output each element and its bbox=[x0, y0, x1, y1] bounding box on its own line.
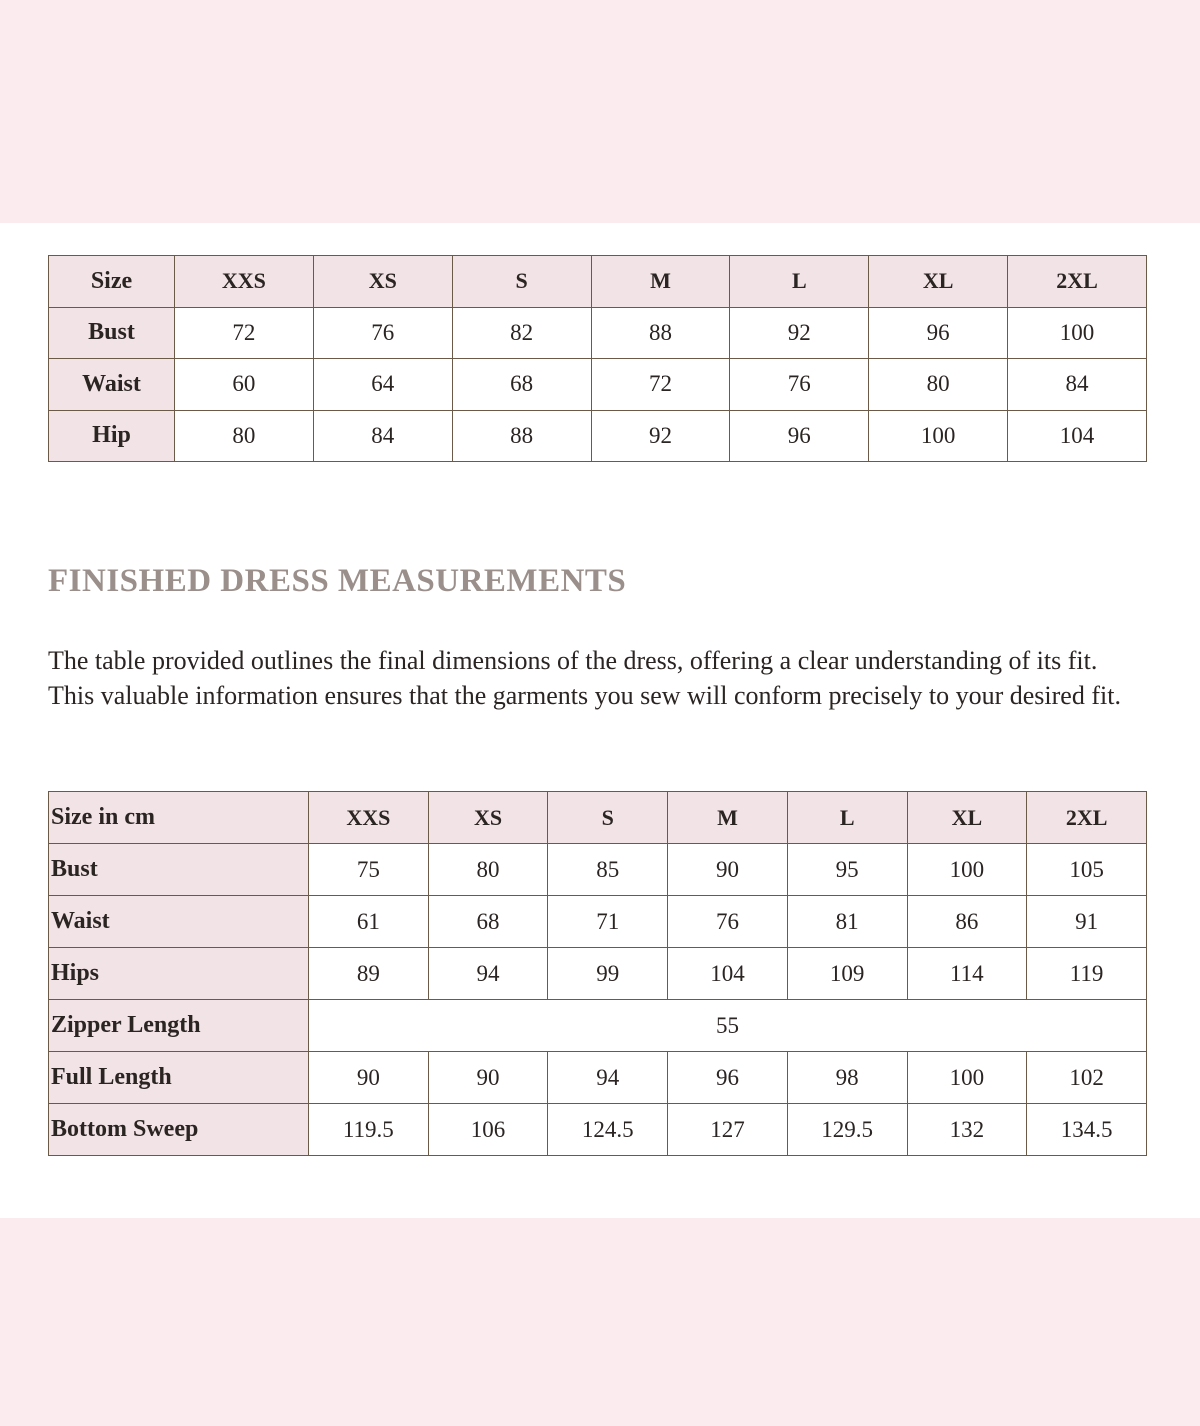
table-cell: 86 bbox=[907, 896, 1027, 948]
size-column-header: XXS bbox=[309, 792, 429, 844]
size-column-header: XL bbox=[907, 792, 1027, 844]
table-cell: 91 bbox=[1027, 896, 1147, 948]
table-cell: 76 bbox=[313, 307, 452, 359]
table-cell: 60 bbox=[175, 359, 314, 411]
table-cell: 100 bbox=[1008, 307, 1147, 359]
table-cell: 95 bbox=[787, 844, 907, 896]
table-cell: 127 bbox=[668, 1104, 788, 1156]
table-row bbox=[49, 307, 1147, 359]
top-background-band bbox=[0, 0, 1200, 223]
table-cell: 119 bbox=[1027, 948, 1147, 1000]
table-cell: 81 bbox=[787, 896, 907, 948]
body-measurements-table bbox=[48, 255, 1147, 462]
table-cell: 100 bbox=[907, 1052, 1027, 1104]
row-label: Hips bbox=[49, 948, 309, 1000]
table-cell: 88 bbox=[591, 307, 730, 359]
table-cell: 106 bbox=[428, 1104, 548, 1156]
row-label: Full Length bbox=[49, 1052, 309, 1104]
size-column-header: S bbox=[452, 256, 591, 308]
table-cell: 92 bbox=[730, 307, 869, 359]
table-cell: 96 bbox=[869, 307, 1008, 359]
table-row bbox=[49, 410, 1147, 462]
finished-dress-measurements-table bbox=[48, 791, 1147, 1156]
table-cell: 104 bbox=[1008, 410, 1147, 462]
size-column-header: 2XL bbox=[1008, 256, 1147, 308]
section-title: FINISHED DRESS MEASUREMENTS bbox=[48, 563, 627, 599]
table-row bbox=[49, 896, 1147, 948]
table-cell: 96 bbox=[730, 410, 869, 462]
table-cell: 124.5 bbox=[548, 1104, 668, 1156]
table-row bbox=[49, 1104, 1147, 1156]
row-label: Bust bbox=[49, 844, 309, 896]
size-header-cell: Size bbox=[49, 256, 175, 308]
table-row bbox=[49, 1000, 1147, 1052]
table-cell: 104 bbox=[668, 948, 788, 1000]
table-cell: 102 bbox=[1027, 1052, 1147, 1104]
table-cell: 90 bbox=[309, 1052, 429, 1104]
table-cell: 76 bbox=[730, 359, 869, 411]
table-cell-merged: 55 bbox=[309, 1000, 1147, 1052]
table-cell: 99 bbox=[548, 948, 668, 1000]
row-label: Waist bbox=[49, 896, 309, 948]
table-cell: 89 bbox=[309, 948, 429, 1000]
table-cell: 105 bbox=[1027, 844, 1147, 896]
table-cell: 114 bbox=[907, 948, 1027, 1000]
table-cell: 80 bbox=[869, 359, 1008, 411]
row-label: Hip bbox=[49, 410, 175, 462]
table-cell: 92 bbox=[591, 410, 730, 462]
size-column-header: 2XL bbox=[1027, 792, 1147, 844]
intro-paragraph: The table provided outlines the final dimensions of the dress, offering a clear understanding of its fit. This valuable information ensures that the garments you sew will conform precisely to your desired fit. bbox=[48, 646, 1121, 710]
table-cell: 76 bbox=[668, 896, 788, 948]
table-cell: 96 bbox=[668, 1052, 788, 1104]
table-cell: 94 bbox=[548, 1052, 668, 1104]
row-label: Bust bbox=[49, 307, 175, 359]
size-column-header: L bbox=[730, 256, 869, 308]
row-label: Zipper Length bbox=[49, 1000, 309, 1052]
row-label: Waist bbox=[49, 359, 175, 411]
table-cell: 75 bbox=[309, 844, 429, 896]
size-column-header: S bbox=[548, 792, 668, 844]
table-cell: 80 bbox=[175, 410, 314, 462]
size-column-header: XL bbox=[869, 256, 1008, 308]
size-column-header: XXS bbox=[175, 256, 314, 308]
size-column-header: M bbox=[591, 256, 730, 308]
table-row bbox=[49, 948, 1147, 1000]
table-cell: 71 bbox=[548, 896, 668, 948]
table-cell: 68 bbox=[428, 896, 548, 948]
table-cell: 94 bbox=[428, 948, 548, 1000]
table-cell: 98 bbox=[787, 1052, 907, 1104]
table-cell: 100 bbox=[869, 410, 1008, 462]
table-cell: 84 bbox=[313, 410, 452, 462]
bottom-background-band bbox=[0, 1218, 1200, 1426]
table-cell: 90 bbox=[668, 844, 788, 896]
table-cell: 80 bbox=[428, 844, 548, 896]
size-column-header: XS bbox=[428, 792, 548, 844]
size-column-header: L bbox=[787, 792, 907, 844]
table-cell: 132 bbox=[907, 1104, 1027, 1156]
table-row bbox=[49, 1052, 1147, 1104]
table-cell: 64 bbox=[313, 359, 452, 411]
table-cell: 88 bbox=[452, 410, 591, 462]
table-cell: 72 bbox=[591, 359, 730, 411]
table-cell: 82 bbox=[452, 307, 591, 359]
table-header-row bbox=[49, 256, 1147, 308]
row-label: Bottom Sweep bbox=[49, 1104, 309, 1156]
size-in-cm-header-cell: Size in cm bbox=[49, 792, 309, 844]
table-cell: 119.5 bbox=[309, 1104, 429, 1156]
table-cell: 68 bbox=[452, 359, 591, 411]
size-column-header: M bbox=[668, 792, 788, 844]
table-cell: 72 bbox=[175, 307, 314, 359]
size-column-header: XS bbox=[313, 256, 452, 308]
table-cell: 85 bbox=[548, 844, 668, 896]
table-cell: 100 bbox=[907, 844, 1027, 896]
table-cell: 61 bbox=[309, 896, 429, 948]
table-row bbox=[49, 844, 1147, 896]
table-cell: 134.5 bbox=[1027, 1104, 1147, 1156]
table-row bbox=[49, 359, 1147, 411]
table-cell: 109 bbox=[787, 948, 907, 1000]
table-cell: 90 bbox=[428, 1052, 548, 1104]
table-cell: 129.5 bbox=[787, 1104, 907, 1156]
table-header-row bbox=[49, 792, 1147, 844]
table-cell: 84 bbox=[1008, 359, 1147, 411]
